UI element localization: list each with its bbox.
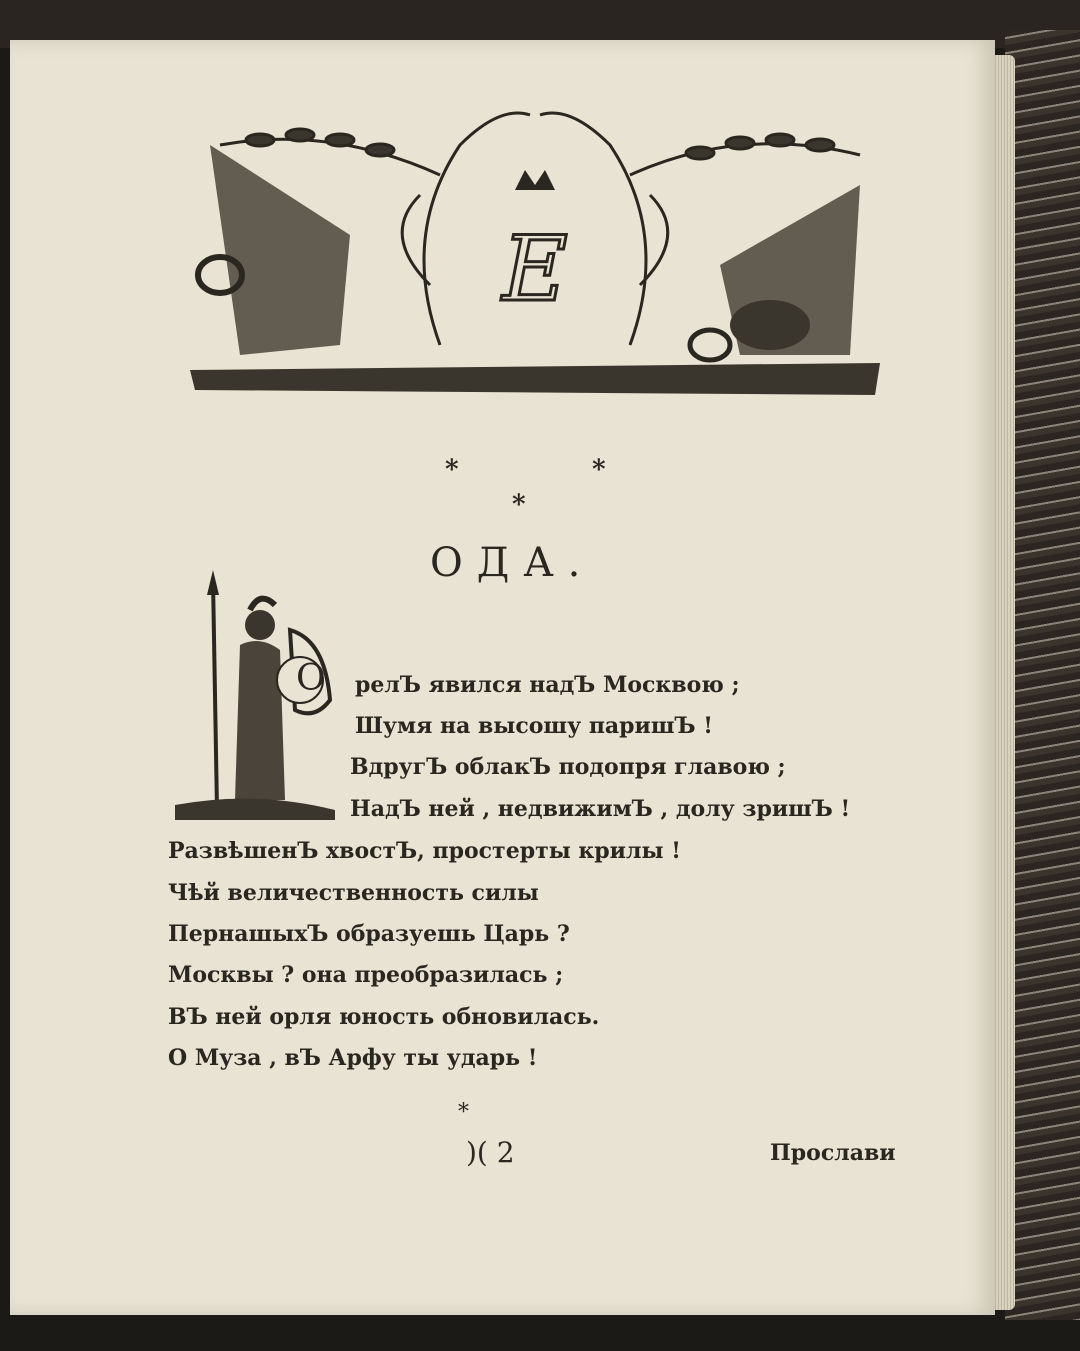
verse-line-3: ВдругЪ облакЪ подопря главою ; (350, 754, 786, 780)
printer-signature: )( 2 (466, 1136, 515, 1169)
monogram-text: E (502, 217, 568, 322)
warrior-vignette-icon (165, 570, 345, 830)
signature-mark: * (458, 1100, 469, 1125)
headpiece-ornament-icon (180, 85, 890, 405)
book-cover-right (1005, 30, 1080, 1320)
verse-line-1: релЪ явился надЪ Москвою ; (355, 672, 740, 698)
verse-line-6: Чѣй величественность силы (168, 880, 539, 906)
page-title: ОДА. (430, 540, 595, 586)
verse-line-10: О Муза , вЪ Арфу ты ударь ! (168, 1045, 538, 1071)
asterisk-bottom: * (512, 490, 526, 520)
verse-line-5: РазвѣшенЪ хвостЪ, простерты крилы ! (168, 838, 681, 864)
verse-line-9: ВЪ ней орля юность обновилась. (168, 1004, 600, 1030)
verse-line-7: ПернашыхЪ образуешь Царь ? (168, 921, 570, 947)
asterisk-right: * (592, 455, 606, 485)
asterisk-left: * (445, 455, 459, 485)
catchword: Прослави (770, 1140, 896, 1166)
verse-line-2: Шумя на высошу паришЪ ! (355, 713, 713, 739)
drop-cap: O (296, 658, 326, 699)
verse-line-8: Москвы ? она преобразилась ; (168, 962, 564, 988)
verse-line-4: НадЪ ней , недвижимЪ , долу зришЪ ! (350, 796, 851, 822)
